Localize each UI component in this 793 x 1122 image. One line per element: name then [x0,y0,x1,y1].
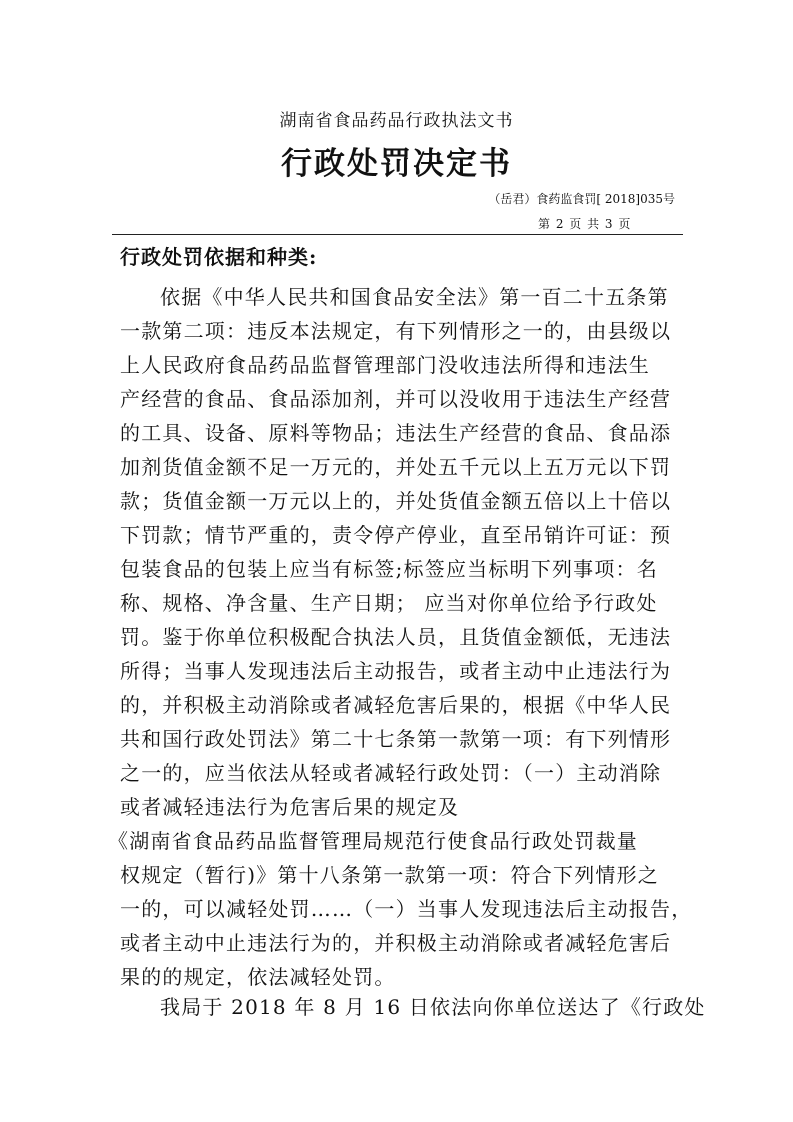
header-divider [112,234,683,235]
body-line: 共和国行政处罚法》第二十七条第一款第一项：有下列情形 [120,727,672,751]
body-line: 包装食品的包装上应当有标签;标签应当标明下列事项：名 [120,557,658,581]
body-line: 上人民政府食品药品监督管理部门没收违法所得和违法生 [120,353,650,377]
body-line: 之一的，应当依法从轻或者减轻行政处罚：（一）主动消除 [120,761,662,785]
body-line: 的工具、设备、原料等物品；违法生产经营的食品、食品添 [120,421,672,445]
body-line: 款；货值金额一万元以上的，并处货值金额五倍以上十倍以 [120,489,672,513]
body-paragraph-1 [108,280,693,994]
body-line: 《湖南省食品药品监督管理局规范行使食品行政处罚裁量 [108,829,638,853]
body-line: 或者减轻违法行为危害后果的规定及 [120,795,460,819]
body-line: 或者主动中止违法行为的，并积极主动消除或者减轻危害后 [120,931,672,955]
body-line: 产经营的食品、食品添加剂，并可以没收用于违法生产经营 [120,387,672,411]
body-paragraph-2 [120,990,706,1024]
document-number: （岳君）食药监食罚[ 2018]035号 [488,192,675,206]
body-line: 果的的规定，依法减轻处罚。 [120,965,396,989]
issuing-organization: 湖南省食品药品行政执法文书 [279,111,514,131]
body-line: 一的，可以减轻处罚……（一）当事人发现违法后主动报告， [120,897,693,921]
page-indicator: 第 2 页 共 3 页 [538,217,632,231]
body-line: 的，并积极主动消除或者减轻危害后果的，根据《中华人民 [120,693,672,717]
body-line: 称、规格、净含量、生产日期； 应当对你单位给予行政处 [120,591,658,615]
document-title: 行政处罚决定书 [281,146,512,182]
section-heading: 行政处罚依据和种类: [120,245,318,269]
body-line: 加剂货值金额不足一万元的，并处五千元以上五万元以下罚 [120,455,672,479]
body-line: 我局于 2018 年 8 月 16 日依法向你单位送达了《行政处 [160,995,706,1019]
body-line: 权规定（暂行)》第十八条第一款第一项：符合下列情形之 [120,863,660,887]
body-line: 下罚款；情节严重的，责令停产停业，直至吊销许可证：预 [120,523,672,547]
body-line: 依据《中华人民共和国食品安全法》第一百二十五条第 [160,285,669,309]
body-line: 罚。鉴于你单位积极配合执法人员，且货值金额低，无违法 [120,625,672,649]
body-line: 所得；当事人发现违法后主动报告，或者主动中止违法行为 [120,659,672,683]
body-line: 一款第二项：违反本法规定，有下列情形之一的，由县级以 [120,319,672,343]
